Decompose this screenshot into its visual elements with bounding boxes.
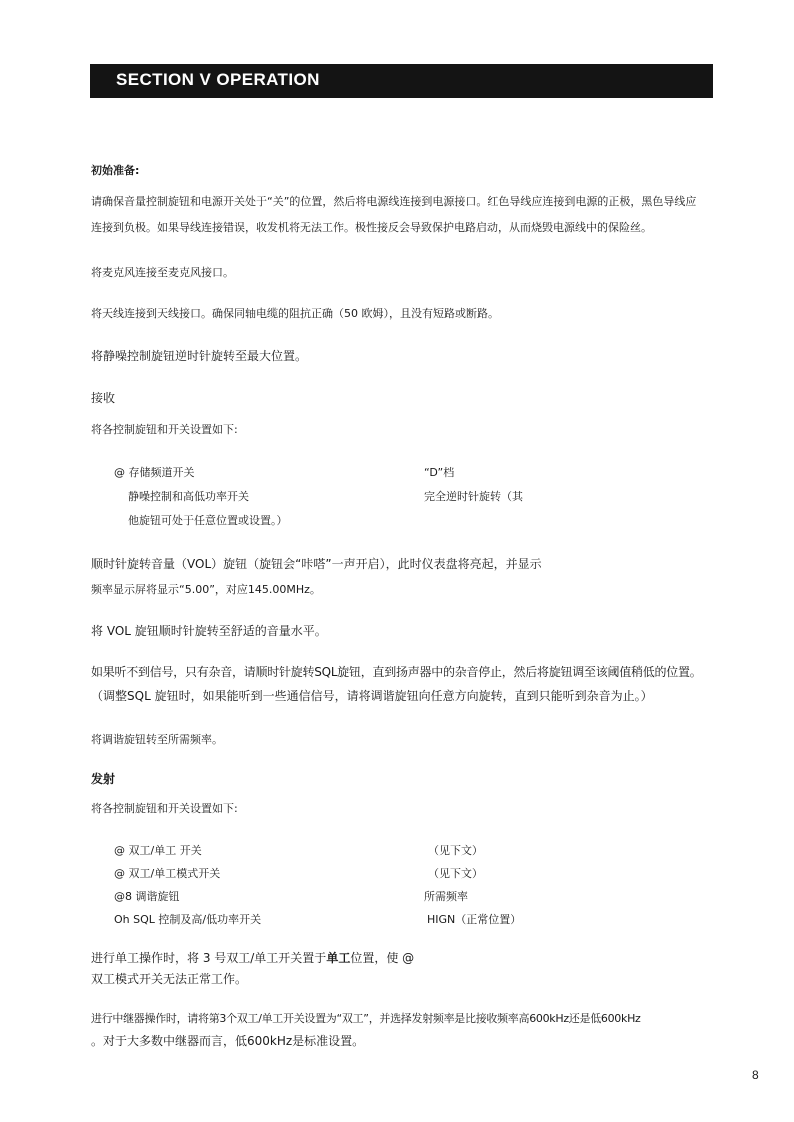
receive-setting-2-value: 完全逆时针旋转（其: [424, 490, 523, 503]
transmit-setting-2-label: @ 双工/单工模式开关: [114, 867, 221, 880]
transmit-intro: 将各控制旋钮和开关设置如下:: [91, 802, 238, 815]
prep-paragraph-1-line-1: 请确保音量控制旋钮和电源开关处于“关”的位置，然后将电源线连接到电源接口。红色导线应连接到电源的正极，黑色导线应: [91, 195, 697, 208]
receive-paragraph-5-line-1: 顺时针旋转音量（VOL）旋钮（旋钮会“咔嗒”一声开启），此时仪表盘将亮起，并显示: [91, 557, 542, 571]
receive-intro: 将各控制旋钮和开关设置如下:: [91, 423, 238, 436]
receive-setting-2-label: 静噪控制和高低功率开关: [128, 490, 249, 503]
transmit-heading: 发射: [91, 772, 116, 786]
prep-paragraph-4: 将静噪控制旋钮逆时针旋转至最大位置。: [91, 349, 308, 363]
receive-paragraph-7-line-2: （调整SQL 旋钮时，如果能听到一些通信信号，请将调谐旋钮向任意方向旋转，直到只能听到杂音为止。）: [91, 689, 653, 703]
receive-setting-1-value: “D”档: [424, 466, 455, 479]
transmit-paragraph-9-line-2: 双工模式开关无法正常工作。: [91, 972, 248, 986]
receive-setting-1-label: @ 存储频道开关: [114, 466, 195, 479]
transmit-paragraph-9-part-b: 位置，使 @: [350, 951, 415, 965]
transmit-setting-1-label: @ 双工/单工 开关: [114, 844, 202, 857]
transmit-setting-3-value: 所需频率: [424, 890, 468, 903]
transmit-paragraph-10-line-1: 进行中继器操作时，请将第3个双工/单工开关设置为“双工”，并选择发射频率是比接收频率高600kHz还是低600kHz: [91, 1012, 641, 1025]
transmit-setting-1-value: （见下文）: [428, 844, 483, 857]
section-banner: [90, 64, 713, 98]
transmit-paragraph-9-part-a: 进行单工操作时，将 3 号双工/单工开关置于: [91, 951, 327, 965]
transmit-paragraph-9-line-1: [91, 949, 414, 966]
prep-heading: 初始准备:: [91, 164, 140, 177]
receive-setting-note: 他旋钮可处于任意位置或设置。）: [128, 514, 288, 527]
receive-heading: 接收: [91, 391, 116, 405]
prep-paragraph-3: 将天线连接到天线接口。确保同轴电缆的阻抗正确（50 欧姆），且没有短路或断路。: [91, 307, 499, 320]
prep-paragraph-2: 将麦克风连接至麦克风接口。: [91, 266, 234, 279]
transmit-setting-4-value: HIGN（正常位置）: [427, 913, 522, 926]
receive-paragraph-5-line-2: 频率显示屏将显示“5.00”，对应145.00MHz。: [91, 583, 321, 596]
section-title: SECTION V OPERATION: [116, 70, 320, 89]
transmit-paragraph-10-line-2: 。对于大多数中继器而言，低600kHz是标准设置。: [91, 1034, 365, 1048]
receive-paragraph-7-line-1: 如果听不到信号，只有杂音，请顺时针旋转SQL旋钮，直到扬声器中的杂音停止，然后将旋钮调至该阈值稍低的位置。: [91, 665, 702, 679]
prep-paragraph-1-line-2: 连接到负极。如果导线连接错误，收发机将无法工作。极性接反会导致保护电路启动，从而烧毁电源线中的保险丝。: [91, 221, 652, 234]
receive-paragraph-6: 将 VOL 旋钮顺时针旋转至舒适的音量水平。: [91, 624, 327, 638]
receive-paragraph-8: 将调谐旋钮转至所需频率。: [91, 733, 223, 746]
page-number: 8: [752, 1068, 759, 1082]
transmit-setting-4-label: Oh SQL 控制及高/低功率开关: [114, 913, 262, 926]
transmit-setting-2-value: （见下文）: [428, 867, 483, 880]
transmit-paragraph-9-emphasis: 单工: [326, 951, 351, 965]
transmit-setting-3-label: @8 调谐旋钮: [114, 890, 180, 903]
